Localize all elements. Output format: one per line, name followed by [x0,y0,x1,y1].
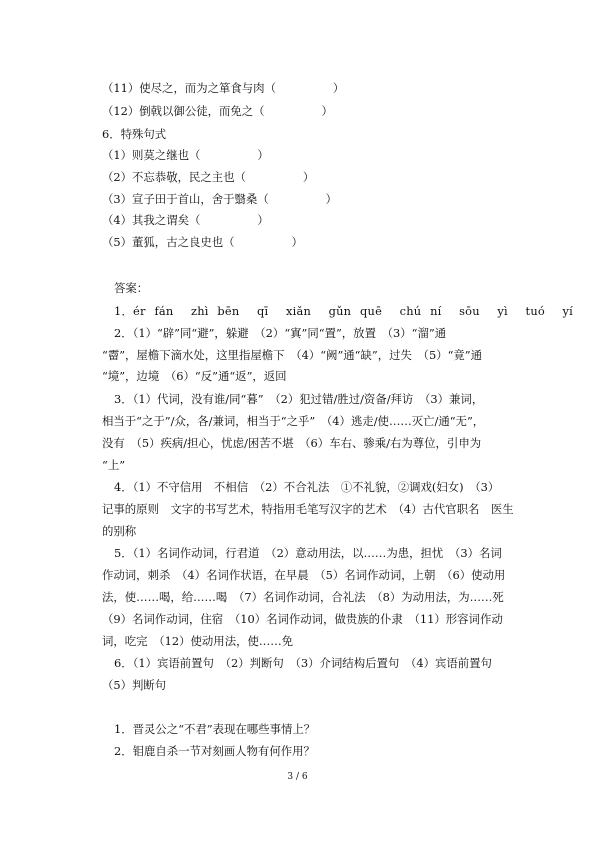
answer-line: （5）判断句 [102,678,167,692]
question-line: 1．晋灵公之“不君”表现在哪些事情上？ [114,722,316,736]
answer-line: “霤”，屋檐下滴水处，这里指屋檐下 （4）“阙”通“缺”，过失 （5）“竟”通 [102,348,483,362]
answer-line: 记事的原则 文字的书写艺术，特指用毛笔写汉字的艺术 （4）古代官职名 医生 [102,502,514,516]
answer-line: “上” [102,458,126,472]
exercise-line: （4）其我之谓矣（ ） [102,213,269,227]
answer-line: 法，使……喝，给……喝 （7）名词作动词，合礼法 （8）为动用法，为……死 [102,590,504,604]
answer-line: 6．（1）宾语前置句 （2）判断句 （3）介词结构后置句 （4）宾语前置句 [114,656,492,670]
exercise-line: （11）使尽之，而为之箪食与肉（ ） [102,81,345,95]
exercise-line: （2）不忘恭敬，民之主也（ ） [102,170,315,184]
answer-line: 4．（1）不守信用 不相信 （2）不合礼法 ①不礼貌，②调戏(妇女) （3） [114,480,500,494]
answer-line: 3．（1）代词，没有谁/同“暮” （2）犯过错/胜过/资备/拜访 （3）兼词， [114,392,484,406]
exercise-line: （12）倒戟以御公徒，而免之（ ） [102,104,333,118]
section-heading: 6．特殊句式 [102,127,167,141]
answers-heading: 答案： [114,281,149,295]
answer-line: 没有 （5）疾病/担心，忧虑/困苦不堪 （6）车右、骖乘/右为尊位，引申为 [102,436,482,450]
answer-line: 相当于“之于”/众，各/兼词，相当于“之乎” （4）逃走/使……灭亡/通“无”， [102,414,485,428]
answer-line: 5．（1）名词作动词，行君道 （2）意动用法，以……为患，担忧 （3）名词 [114,546,502,560]
answer-line: （9）名词作动词，住宿 （10）名词作动词，做贵族的仆隶 （11）形容词作动 [102,612,503,626]
answer-line: “境”，边境 （6）“反”通“返”，返回 [102,369,287,383]
answer-line: 词，吃完 （12）使动用法，使……免 [102,634,294,648]
question-line: 2．钼鹿自杀一节对刻画人物有何作用？ [114,744,315,758]
answer-line: 的别称 [102,524,137,538]
answer-line: 2．（1）“辟”同“避”，躲避 （2）“寘”同“置”，放置 （3）“溜”通 [114,326,447,340]
answer-line: 作动词，刺杀 （4）名词作状语，在早晨 （5）名词作动词，上朝 （6）使动用 [102,568,506,582]
exercise-line: （3）宣子田于首山，舍于翳桑（ ） [102,192,338,206]
exercise-line: （1）则莫之继也（ ） [102,148,269,162]
exercise-line: （5）董狐，古之良史也（ ） [102,235,303,249]
answer-pinyin: 1．ér fán zhì bēn qī xiǎn gǔn quē chú ní sōu yì tuó yí [114,304,574,318]
page-number: 3 / 6 [287,772,308,782]
